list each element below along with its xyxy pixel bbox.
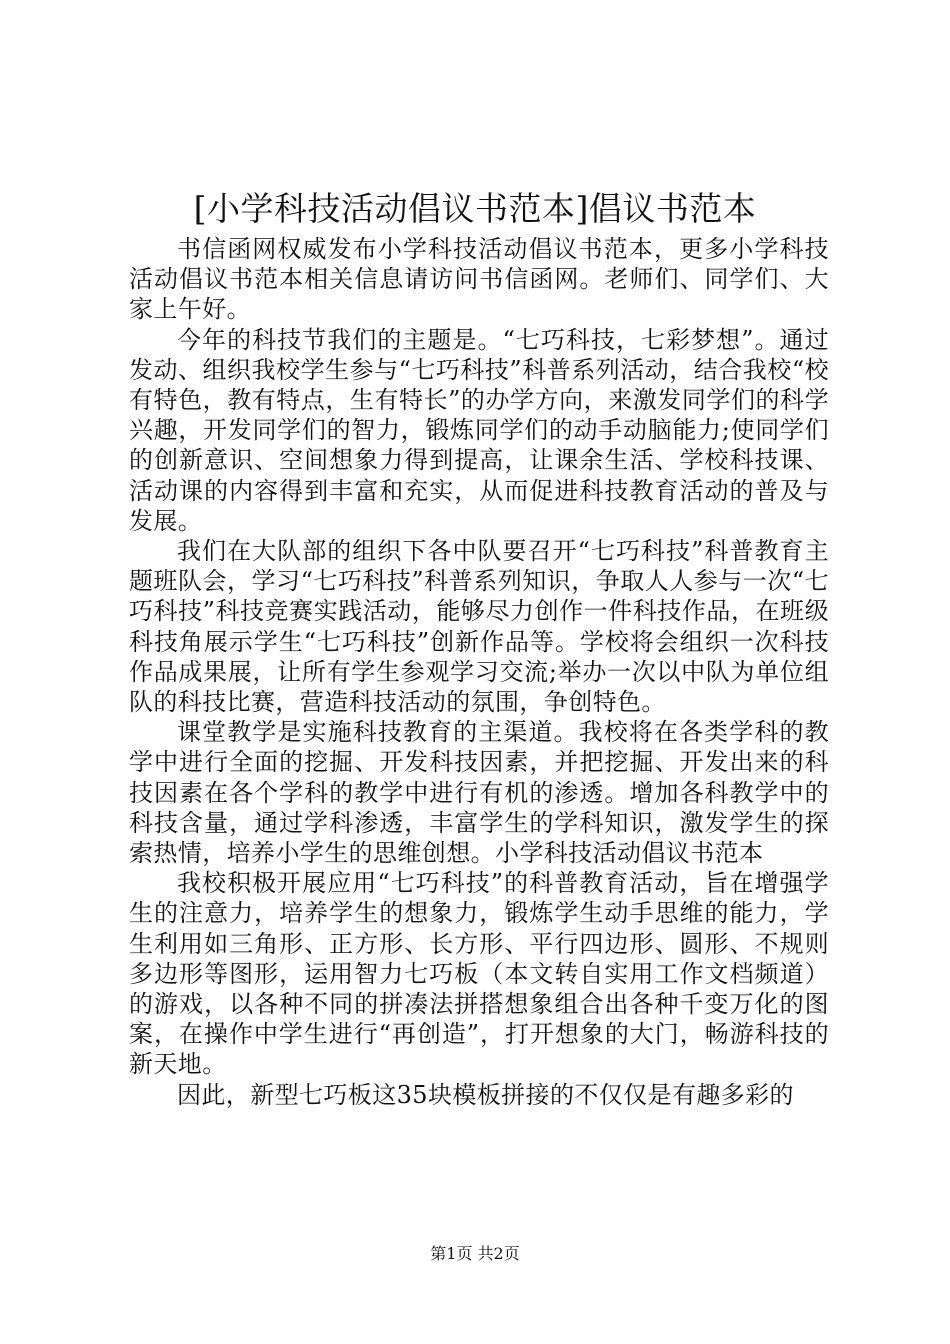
paragraph-3: 我们在大队部的组织下各中队要召开“七巧科技”科普教育主题班队会，学习“七巧科技”科普系列知识，争取人人参与一次“七巧科技”科技竞赛实践活动，能够尽力创作一件科技作品，在班级科技角展示学生“七巧科技”创新作品等。学校将会组织一次科技作品成果展，让所有学生参观学习交流;举办一次以中队为单位组队的科技比赛，营造科技活动的氛围，争创特色。 bbox=[129, 537, 829, 717]
page-footer: 第1页 共2页 bbox=[430, 1244, 520, 1263]
paragraph-6: 因此，新型七巧板这35块模板拼接的不仅仅是有趣多彩的 bbox=[177, 1080, 794, 1109]
paragraph-2: 今年的科技节我们的主题是。“七巧科技，七彩梦想”。通过发动、组织我校学生参与“七巧科技”科普系列活动，结合我校“校有特色，教有特点，生有特长”的办学方向，来激发同学们的科学兴趣，开发同学们的智力，锻炼同学们的动手动脑能力;使同学们的创新意识、空间想象力得到提高，让课余生活、学校科技课、活动课的内容得到丰富和充实，从而促进科技教育活动的普及与发展。 bbox=[129, 325, 829, 535]
document-body bbox=[129, 234, 829, 1110]
paragraph-4: 课堂教学是实施科技教育的主渠道。我校将在各类学科的教学中进行全面的挖掘、开发科技因素，并把挖掘、开发出来的科技因素在各个学科的教学中进行有机的渗透。增加各科教学中的科技含量，通过学科渗透，丰富学生的学科知识，激发学生的探索热情，培养小学生的思维创想。小学科技活动倡议书范本 bbox=[129, 718, 829, 868]
paragraph-5: 我校积极开展应用“七巧科技”的科普教育活动，旨在增强学生的注意力，培养学生的想象力，锻炼学生动手思维的能力，学生利用如三角形、正方形、长方形、平行四边形、圆形、不规则多边形等图形，运用智力七巧板（本文转自实用工作文档频道）的游戏，以各种不同的拼凑法拼搭想象组合出各种千变万化的图案，在操作中学生进行“再创造”，打开想象的大门，畅游科技的新天地。 bbox=[129, 869, 829, 1079]
paragraph-1: 书信函网权威发布小学科技活动倡议书范本，更多小学科技活动倡议书范本相关信息请访问书信函网。老师们、同学们、大家上午好。 bbox=[129, 235, 829, 324]
document-title: [小学科技活动倡议书范本]倡议书范本 bbox=[193, 189, 757, 228]
